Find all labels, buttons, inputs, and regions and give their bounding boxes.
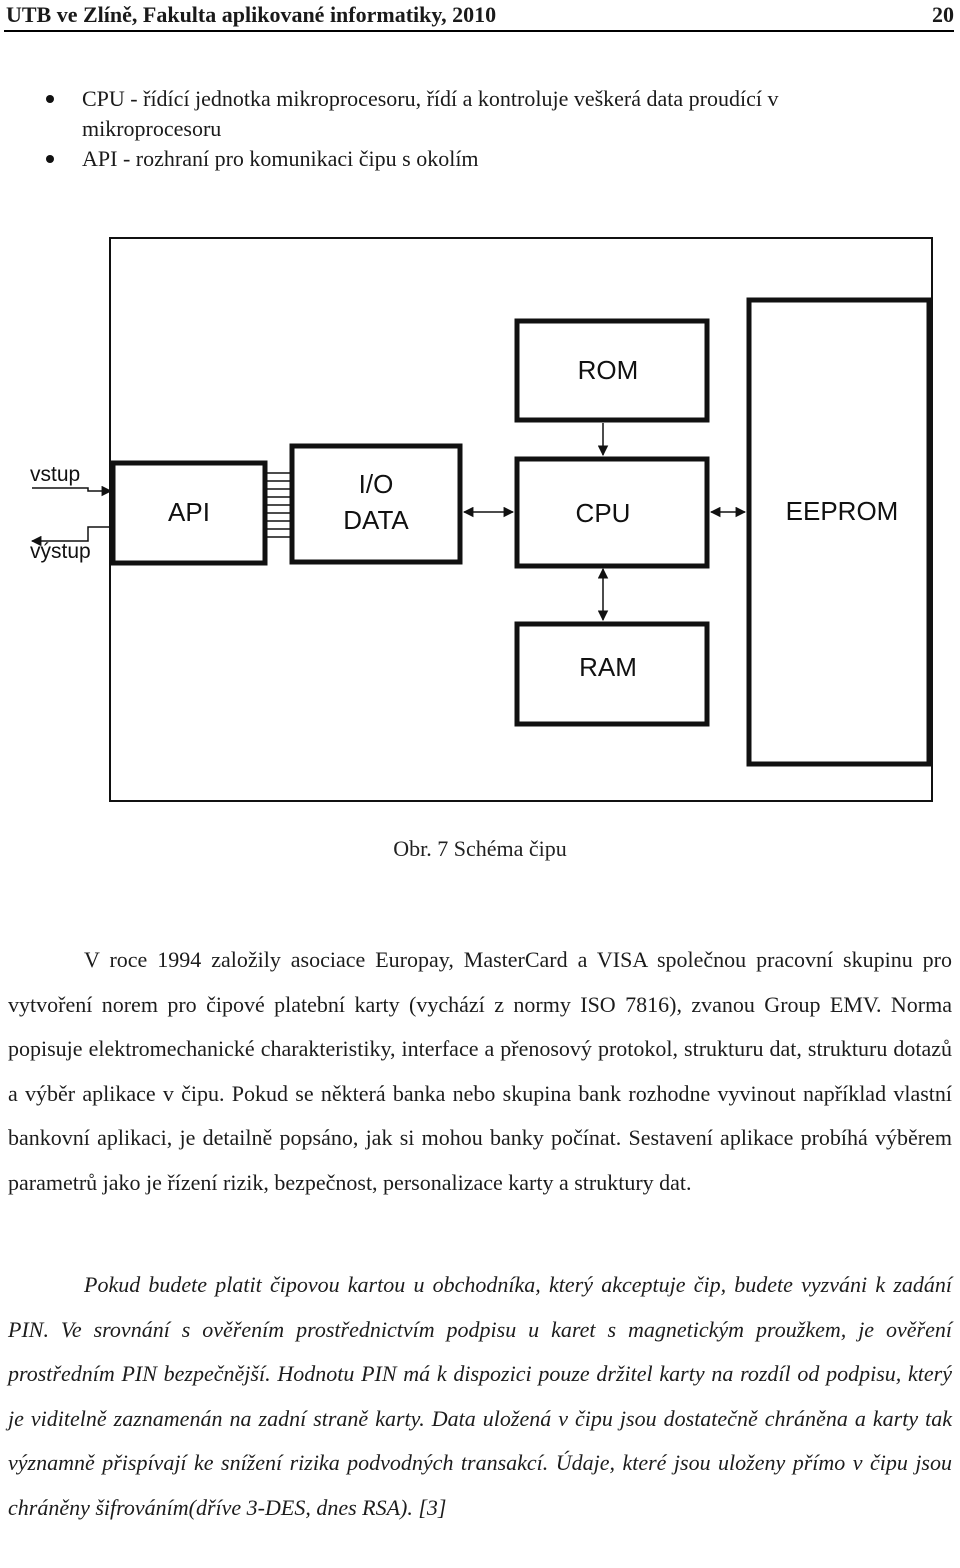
paragraph-text: V roce 1994 založily asociace Europay, MasterCard a VISA společnou pracovní skupinu pro vytvoření norem pro čipové platební karty (vychází z normy ISO 7816), zvanou Group EMV. Norma popisuje elektromechanické charakteristiky, interface a přenosový protokol, strukturu dat, strukturu dotazů a výběr aplikace v čipu. Pokud se některá banka nebo skupina bank rozhodne vyvinout například vlastní bankovní aplikaci, je detailně popsáno, jak si mohou banky počínat. Sestavení aplikace probíhá výběrem parametrů jako je řízení rizik, bezpečnost, personalizace karty a struktury dat. <box>8 947 952 1195</box>
bullet-text: API - rozhraní pro komunikaci čipu s okolím <box>82 146 479 171</box>
rom-label: ROM <box>577 355 639 385</box>
io-data-box <box>292 446 460 562</box>
figure-caption: Obr. 7 Schéma čipu <box>393 836 567 861</box>
bullet-icon <box>46 155 54 163</box>
bullet-text: CPU - řídící jednotka mikroprocesoru, řídí a kontroluje veškerá data proudící v mikroprocesoru <box>82 86 779 141</box>
paragraph-text: Pokud budete platit čipovou kartou u obchodníka, který akceptuje čip, budete vyzváni k zadání PIN. Ve srovnání s ověřením prostřednictvím podpisu u karet s magnetickým proužkem, je ověření prostředním PIN bezpečnější. Hodnotu PIN má k dispozici pouze držitel karty na rozdíl od podpisu, který je viditelně zaznamenán na zadní straně karty. Data uložená v čipu jsou dostatečně chráněna a karty tak významně přispívají ke snížení rizika podvodných transakcí. Údaje, které jsou uloženy přímo v čipu jsou chráněny šifrováním(dříve 3-DES, dnes RSA). [3] <box>8 1272 952 1520</box>
chip-schematic <box>0 230 960 810</box>
bullet-icon <box>46 95 54 103</box>
vstup-label: vstup <box>30 463 81 486</box>
body-paragraph-italic <box>8 1263 952 1530</box>
bullet-list <box>40 84 920 174</box>
vystup-label: výstup <box>30 540 91 563</box>
page-number: 20 <box>932 2 954 27</box>
io-label-line1: I/O <box>358 469 394 499</box>
api-label: API <box>168 497 210 527</box>
body-paragraph <box>8 938 952 1205</box>
io-label-line2: DATA <box>343 505 409 535</box>
cpu-label: CPU <box>575 498 631 528</box>
eeprom-box <box>749 300 929 764</box>
chip-diagram <box>0 230 960 810</box>
eeprom-label: EEPROM <box>785 496 899 526</box>
vystup-arrow <box>32 527 111 541</box>
vstup-arrow <box>32 488 111 491</box>
page-header <box>4 0 954 32</box>
header-title: UTB ve Zlíně, Fakulta aplikované informatiky, 2010 <box>6 2 497 27</box>
list-item <box>40 84 920 144</box>
ram-label: RAM <box>579 652 637 682</box>
list-item <box>40 144 920 174</box>
